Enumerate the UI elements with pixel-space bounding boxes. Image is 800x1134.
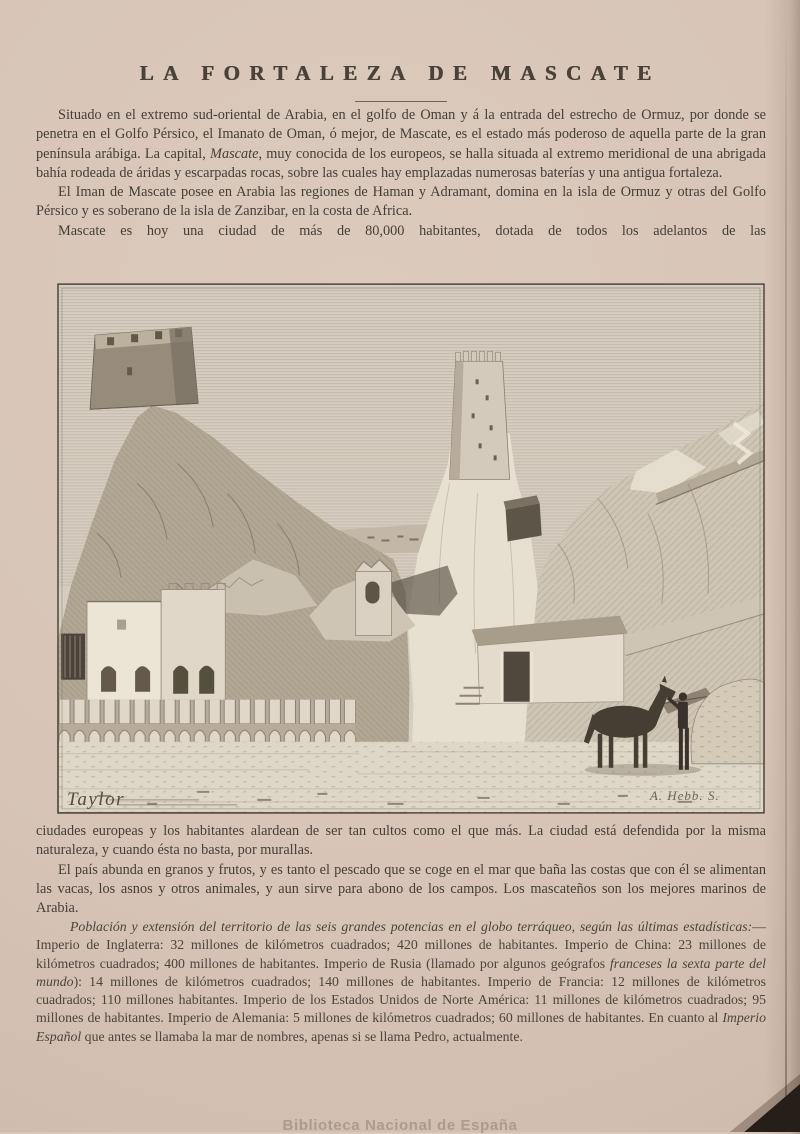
text-run: ciudades europeas y los habitantes alardean de ser tan cultos como el que más. La ciudad está defendida por la misma naturaleza, y cuando ésta no basta, por murallas. bbox=[36, 823, 766, 859]
text-run: El país abunda en granos y frutos, y es tanto el pescado que se coge en el mar que baña las costas que con él se alimentan las vacas, los asnos y otros animales, y aun sirve para abono de los campos. Los mascateños son los mejores marinos de Arabia. bbox=[36, 861, 766, 917]
article-title: LA FORTALEZA DE MASCATE bbox=[139, 61, 661, 85]
text-run: Situado en el extremo sud-oriental de Arabia, en el golfo de Oman y á la entrada del estrecho de Ormuz, por donde se penetra en el Golfo Pérsico, el Imanato de Oman, ó mejor, de Mascate, es el estado más poderoso de aquella parte de la gran península arábiga. La capital, bbox=[36, 107, 766, 162]
statistics-small-print bbox=[36, 918, 766, 1046]
body-text-before-image bbox=[36, 106, 766, 241]
paragraph bbox=[36, 106, 766, 183]
paragraph bbox=[36, 918, 766, 1046]
text-run: , muy conocida de los europeos, se halla situada al extremo meridional de una abrigada bahía rodeada de áridas y escarpadas rocas, sobre las cuales hay emplazadas numerosas baterías y una antigua fortaleza. bbox=[36, 145, 766, 181]
body-text-after-image bbox=[36, 822, 766, 918]
artist-signature: Taylor bbox=[67, 788, 125, 810]
text-run: ): 14 millones de kilómetros cuadrados; 140 millones de habitantes. Imperio de Francia: 12 millones de kilómetros cuadrados; 110 millones habitantes. Imperio de los Estados Unidos de Norte América: 11 millones de kilómetros cuadrados; 95 millones de habitantes. Imperio de Alemania: 5 millones de kilómetros cuadrados; 60 millones de habitantes. En cuanto al bbox=[36, 973, 766, 1026]
paragraph bbox=[36, 222, 766, 241]
page-edge-line bbox=[785, 0, 787, 1132]
paragraph bbox=[36, 183, 766, 222]
square-tower bbox=[90, 327, 198, 409]
italic-phrase: franceses la sexta parte del mundo bbox=[36, 955, 766, 989]
text-run: —Imperio de Inglaterra: 32 millones de kilómetros cuadrados; 420 millones de habitantes. Imperio de China: 23 millones de kilómetros cuadrados; 400 millones de habitantes. Imperio de Rusia (llamado por algunos geógrafos bbox=[36, 919, 766, 971]
paragraph bbox=[36, 861, 766, 919]
library-stamp-watermark: Biblioteca Nacional de España bbox=[282, 1117, 518, 1134]
text-run: Mascate es hoy una ciudad de más de 80,000 habitantes, dotada de todos los adelantos de las bbox=[58, 222, 766, 239]
italic-phrase: Población y extensión del territorio de las seis grandes potencias en el globo terráqueo, según las últimas estadísticas: bbox=[70, 919, 753, 934]
italic-phrase: Imperio Español bbox=[36, 1010, 766, 1044]
text-run: que antes se llamaba la mar de nombres, apenas si se llama Pedro, actualmente. bbox=[81, 1028, 523, 1044]
title-rule bbox=[355, 101, 447, 102]
picket-fence bbox=[57, 700, 355, 744]
engraving-illustration bbox=[57, 283, 765, 814]
paragraph bbox=[36, 822, 766, 861]
engraver-signature: A. Hebb. S. bbox=[649, 787, 720, 803]
text-run: El Iman de Mascate posee en Arabia las regiones de Haman y Adramant, domina en la isla de Ormuz y otras del Golfo Pérsico y es soberano de la isla de Zanzibar, en la costa de Africa. bbox=[36, 184, 766, 220]
italic-phrase: Mascate bbox=[210, 145, 259, 162]
